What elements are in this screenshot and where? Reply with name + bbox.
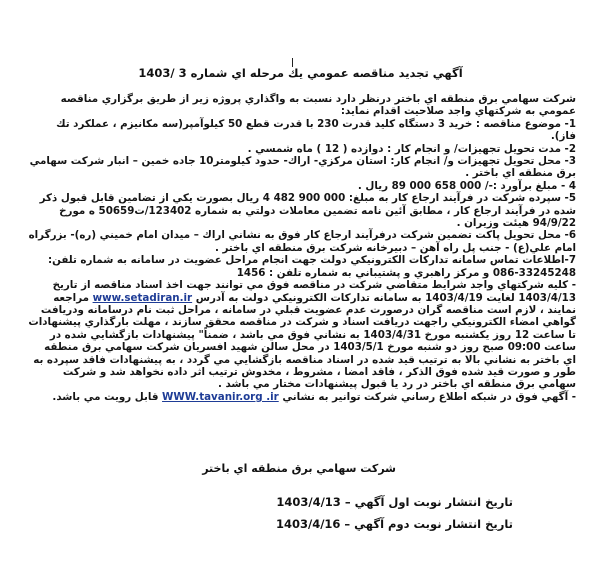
- intro-paragraph: شركت سهامي برق منطقه اي باختر درنظر دارد نسبت به واگذاري پروژه زير از طريق برگزاري مناقصه عمومي به شركتهاي واجد صلاحيت اقدام نمايد:: [60, 93, 576, 118]
- second-publication-date: تاريخ انتشار نوبت دوم آگهي – 1403/4/16: [275, 517, 513, 531]
- tavanir-paragraph: [28, 391, 576, 403]
- setadiran-link[interactable]: www.setadiran.ir: [92, 291, 193, 304]
- item-contact-info: 7-اطلاعات تماس سامانه تداركات الكترونيكي دولت جهت انجام مراحل عضويت در سامانه به شماره تلفن: 33245248-086 و مركز راهبري و پشتيباني به شماره تلفن : 1456: [47, 254, 576, 279]
- procedure-text-start: - كليه شركتهاي واجد شرايط متقاضي شركت در مناقصه فوق مي توانند جهت اخذ اسناد مناقصه از تاريخ 1403/4/13 لغايت 1403/4/19 به سامانه تداركات الكترونيكي دولت به آدرس: [52, 279, 576, 304]
- first-publication-date: تاريخ انتشار نوبت اول آگهي – 1403/4/13: [276, 495, 513, 509]
- item-envelope-delivery: 6- محل تحويل پاكت تضمين شركت درفرآيند ارجاع كار فوق به نشاني اراك – ميدان امام خميني (ره)- بزرگراه امام علي(ع) - جنب پل راه آهن – دبيرخانه شركت برق منطقه اي باختر .: [28, 229, 576, 254]
- tavanir-text-end: قابل رويت مي باشد.: [52, 390, 159, 403]
- item-delivery-location: 3- محل تحويل تجهيزات و/ انجام كار: استان مركزي- اراك- حدود كيلومتر10 جاده خمين – انبار شركت سهامي برق منطقه اي باختر .: [29, 155, 576, 180]
- tavanir-link[interactable]: WWW.tavanir.org .ir: [162, 390, 279, 403]
- item-estimate: 4 - مبلغ برآورد :-/ 000 658 000 89 ريال .: [357, 179, 576, 192]
- procedure-text-end: مراجعه نمايند ، لازم است مناقصه گران درصورت عدم عضويت قبلي در سامانه ، مراحل ثبت نام درسامانه ودريافت گواهي امضاء الكترونيكي راجهت دريافت اسناد و شركت در مناقصه محقق سازند ، مهلت بارگذاري پيشنهادات تا ساعت 12 روز يكشنبه مورخ 1403/4/31 به نشاني فوق مي باشد ، ضمناً" پيشنهادات بازگشايي شده در ساعت 09:00 صبح روز دو شنبه مورخ 1403/5/1 در محل سالن شهيد افسريان شركت سهامي برق منطقه اي باختر به نشاني بالا به ترتيب قيد شده در اسناد مناقصه بازگشايي مي گردد ، به پيشنهادات فاقد سپرده به طور و صورت قيد شده فوق الذكر ، فاقد امضا ، مشروط ، مخدوش ترتيب اثر داده نخواهد شد و شركت سهامي برق منطقه اي باختر در رد يا قبول پيشنهادات مختار مي باشد .: [28, 291, 576, 391]
- tavanir-text-start: - آگهي فوق در شبكه اطلاع رساني شركت توانير به نشاني: [282, 390, 576, 403]
- item-duration: 2- مدت تحويل تجهيزات/ و انجام كار : دوازده ( 12 ) ماه شمسي .: [247, 142, 576, 155]
- notice-body: [28, 93, 576, 403]
- procedure-paragraph: [28, 279, 576, 391]
- company-signature: شركت سهامي برق منطقه اي باختر: [202, 462, 396, 475]
- publication-dates: [276, 491, 513, 535]
- item-subject: 1- موضوع مناقصه : خريد 3 دستگاه كليد قدرت 230 با قدرت قطع 50 كيلوآمپر(سه مكانيزم ، عملكرد تك فاز).: [56, 117, 576, 143]
- notice-title: آگهي تجديد مناقصه عمومي يك مرحله اي شماره 3 /1403: [138, 66, 463, 80]
- item-deposit: 5- سپرده شركت در فرآيند ارجاع كار به مبلغ: 000 900 482 4 ريال بصورت يكي از تضامين قابل قبول ذكر شده در فرآيند ارجاع كار ، مطابق آئين نامه تضمين معاملات دولتي به شماره 123402/ت50659 ه مورخ 94/9/22 هيئت وزيران .: [39, 192, 576, 230]
